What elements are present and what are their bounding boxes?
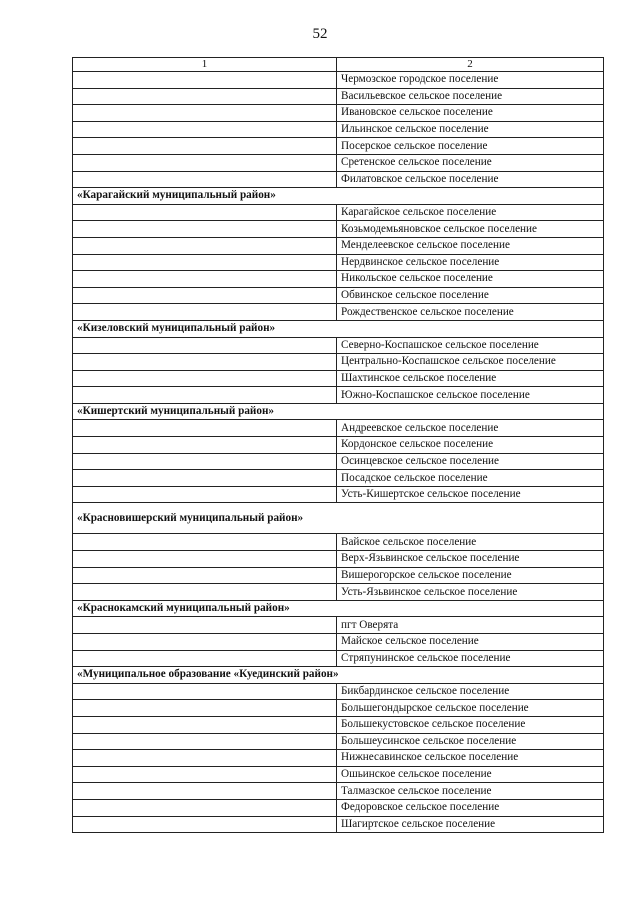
- settlement-cell: Васильевское сельское поселение: [337, 88, 604, 105]
- settlement-cell: Верх-Язьвинское сельское поселение: [337, 551, 604, 568]
- district-cell: [73, 221, 337, 238]
- section-header-row: [73, 403, 604, 420]
- settlement-cell: Бикбардинское сельское поселение: [337, 683, 604, 700]
- settlement-cell: Федоровское сельское поселение: [337, 799, 604, 816]
- table-row: [73, 437, 604, 454]
- settlement-cell: Филатовское сельское поселение: [337, 171, 604, 188]
- table-header-row: [73, 58, 604, 72]
- district-cell: [73, 733, 337, 750]
- table-row: [73, 221, 604, 238]
- settlement-cell: Вишерогорское сельское поселение: [337, 567, 604, 584]
- table-row: [73, 470, 604, 487]
- table-row: [73, 766, 604, 783]
- settlement-cell: Нердвинское сельское поселение: [337, 254, 604, 271]
- district-cell: [73, 551, 337, 568]
- section-header-row: [73, 600, 604, 617]
- settlement-cell: Андреевское сельское поселение: [337, 420, 604, 437]
- district-cell: [73, 237, 337, 254]
- settlement-cell: Чермозское городское поселение: [337, 72, 604, 89]
- table-row: [73, 799, 604, 816]
- section-header-row: [73, 320, 604, 337]
- table-row: [73, 551, 604, 568]
- district-cell: [73, 683, 337, 700]
- district-cell: [73, 171, 337, 188]
- settlement-cell: Нижнесавинское сельское поселение: [337, 750, 604, 767]
- section-title: «Муниципальное образование «Куединский район»: [73, 667, 604, 684]
- settlement-cell: пгт Оверята: [337, 617, 604, 634]
- district-cell: [73, 105, 337, 122]
- table-row: [73, 634, 604, 651]
- table-row: [73, 237, 604, 254]
- settlement-cell: Кордонское сельское поселение: [337, 437, 604, 454]
- district-cell: [73, 138, 337, 155]
- table-row: [73, 733, 604, 750]
- table-row: [73, 683, 604, 700]
- settlement-cell: Посерское сельское поселение: [337, 138, 604, 155]
- settlement-cell: Сретенское сельское поселение: [337, 154, 604, 171]
- table-row: [73, 567, 604, 584]
- table-row: [73, 816, 604, 833]
- district-cell: [73, 799, 337, 816]
- column-2-header: 2: [337, 58, 604, 72]
- table-row: [73, 72, 604, 89]
- district-cell: [73, 387, 337, 404]
- settlement-cell: Усть-Язьвинское сельское поселение: [337, 584, 604, 601]
- settlement-cell: Менделеевское сельское поселение: [337, 237, 604, 254]
- table-row: [73, 617, 604, 634]
- settlement-cell: Ошьинское сельское поселение: [337, 766, 604, 783]
- settlement-cell: Никольское сельское поселение: [337, 271, 604, 288]
- section-header-row: [73, 667, 604, 684]
- district-cell: [73, 254, 337, 271]
- settlement-cell: Большеусинское сельское поселение: [337, 733, 604, 750]
- district-cell: [73, 816, 337, 833]
- table-row: [73, 453, 604, 470]
- table-row: [73, 121, 604, 138]
- table-row: [73, 370, 604, 387]
- section-title: «Краснокамский муниципальный район»: [73, 600, 604, 617]
- settlement-cell: Южно-Коспашское сельское поселение: [337, 387, 604, 404]
- district-cell: [73, 72, 337, 89]
- table-row: [73, 204, 604, 221]
- district-cell: [73, 271, 337, 288]
- district-cell: [73, 766, 337, 783]
- district-cell: [73, 534, 337, 551]
- district-cell: [73, 354, 337, 371]
- page-number: 52: [312, 26, 328, 42]
- district-cell: [73, 650, 337, 667]
- table-row: [73, 171, 604, 188]
- settlement-cell: Большегондырское сельское поселение: [337, 700, 604, 717]
- settlement-cell: Обвинское сельское поселение: [337, 287, 604, 304]
- table-row: [73, 105, 604, 122]
- section-header-row: [73, 503, 604, 534]
- table-row: [73, 138, 604, 155]
- district-cell: [73, 716, 337, 733]
- district-cell: [73, 337, 337, 354]
- district-cell: [73, 470, 337, 487]
- district-cell: [73, 700, 337, 717]
- table-row: [73, 88, 604, 105]
- settlement-cell: Козьмодемьяновское сельское поселение: [337, 221, 604, 238]
- settlement-cell: Рождественское сельское поселение: [337, 304, 604, 321]
- district-cell: [73, 617, 337, 634]
- settlement-cell: Осинцевское сельское поселение: [337, 453, 604, 470]
- settlement-cell: Ивановское сельское поселение: [337, 105, 604, 122]
- section-title: «Кишертский муниципальный район»: [73, 403, 604, 420]
- table-row: [73, 486, 604, 503]
- settlements-table: [72, 57, 604, 833]
- settlement-cell: Шагиртское сельское поселение: [337, 816, 604, 833]
- table-row: [73, 287, 604, 304]
- district-cell: [73, 486, 337, 503]
- section-title: «Кизеловский муниципальный район»: [73, 320, 604, 337]
- district-cell: [73, 567, 337, 584]
- district-cell: [73, 154, 337, 171]
- district-cell: [73, 304, 337, 321]
- district-cell: [73, 453, 337, 470]
- table-row: [73, 154, 604, 171]
- section-header-row: [73, 188, 604, 205]
- table-row: [73, 304, 604, 321]
- table-row: [73, 700, 604, 717]
- table-row: [73, 650, 604, 667]
- table-row: [73, 584, 604, 601]
- section-title: «Карагайский муниципальный район»: [73, 188, 604, 205]
- settlement-cell: Майское сельское поселение: [337, 634, 604, 651]
- settlement-cell: Шахтинское сельское поселение: [337, 370, 604, 387]
- table-row: [73, 716, 604, 733]
- district-cell: [73, 437, 337, 454]
- table-row: [73, 354, 604, 371]
- table-row: [73, 271, 604, 288]
- district-cell: [73, 88, 337, 105]
- table-row: [73, 387, 604, 404]
- settlement-cell: Карагайское сельское поселение: [337, 204, 604, 221]
- section-title: «Красновишерский муниципальный район»: [73, 503, 604, 534]
- district-cell: [73, 584, 337, 601]
- settlement-cell: Стряпунинское сельское поселение: [337, 650, 604, 667]
- settlement-cell: Усть-Кишертское сельское поселение: [337, 486, 604, 503]
- table-row: [73, 337, 604, 354]
- settlement-cell: Талмазское сельское поселение: [337, 783, 604, 800]
- table-row: [73, 750, 604, 767]
- table-row: [73, 783, 604, 800]
- settlement-cell: Ильинское сельское поселение: [337, 121, 604, 138]
- district-cell: [73, 783, 337, 800]
- district-cell: [73, 204, 337, 221]
- table-row: [73, 254, 604, 271]
- settlement-cell: Большекустовское сельское поселение: [337, 716, 604, 733]
- district-cell: [73, 750, 337, 767]
- settlement-cell: Северно-Коспашское сельское поселение: [337, 337, 604, 354]
- settlement-cell: Центрально-Коспашское сельское поселение: [337, 354, 604, 371]
- district-cell: [73, 121, 337, 138]
- district-cell: [73, 420, 337, 437]
- district-cell: [73, 287, 337, 304]
- table-body: [73, 58, 604, 833]
- table-row: [73, 534, 604, 551]
- table-row: [73, 420, 604, 437]
- district-cell: [73, 370, 337, 387]
- column-1-header: 1: [73, 58, 337, 72]
- settlement-cell: Вайское сельское поселение: [337, 534, 604, 551]
- district-cell: [73, 634, 337, 651]
- settlement-cell: Посадское сельское поселение: [337, 470, 604, 487]
